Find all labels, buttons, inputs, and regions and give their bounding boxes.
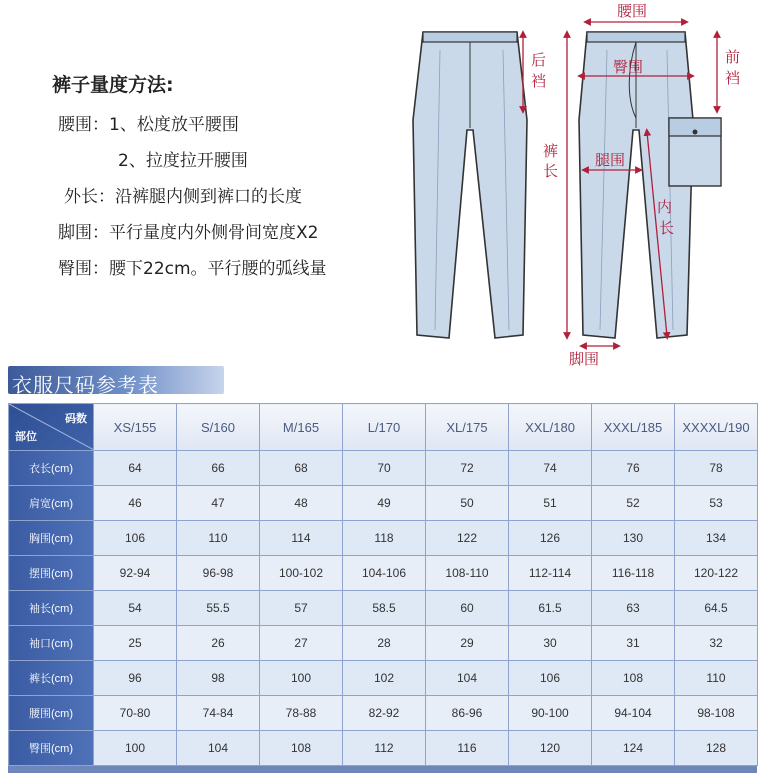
table-cell: 74 — [509, 451, 592, 486]
table-cell: 29 — [426, 626, 509, 661]
table-cell: 130 — [592, 521, 675, 556]
row-label: 肩宽(cm) — [9, 486, 94, 521]
table-cell: 66 — [177, 451, 260, 486]
row-label: 摆围(cm) — [9, 556, 94, 591]
measurement-instructions — [0, 0, 400, 360]
table-cell: 124 — [592, 731, 675, 766]
label-front-rise-1: 前 — [725, 48, 741, 66]
table-cell: 64 — [94, 451, 177, 486]
label-hip: 臀围 — [613, 58, 644, 76]
table-cell: 53 — [675, 486, 758, 521]
table-cell: 82-92 — [343, 696, 426, 731]
instruction-hem: 脚围：平行量度内外侧骨间宽度X2 — [58, 223, 319, 243]
table-cell: 104 — [177, 731, 260, 766]
table-cell: 70-80 — [94, 696, 177, 731]
table-cell: 100 — [94, 731, 177, 766]
instruction-hip: 臀围：腰下22cm。平行腰的弧线量 — [58, 259, 327, 279]
table-cell: 47 — [177, 486, 260, 521]
size-table — [8, 403, 758, 766]
table-cell: 26 — [177, 626, 260, 661]
size-table-container — [8, 403, 757, 773]
table-cell: 68 — [260, 451, 343, 486]
size-header-row — [9, 404, 758, 451]
table-row — [9, 731, 758, 766]
table-cell: 72 — [426, 451, 509, 486]
table-cell: 58.5 — [343, 591, 426, 626]
table-cell: 63 — [592, 591, 675, 626]
table-corner-cell — [9, 404, 94, 451]
table-row — [9, 556, 758, 591]
table-row — [9, 521, 758, 556]
table-cell: 78 — [675, 451, 758, 486]
pants-diagram — [395, 0, 765, 370]
row-label: 衣长(cm) — [9, 451, 94, 486]
table-cell: 102 — [343, 661, 426, 696]
size-header: XXXL/185 — [592, 404, 675, 451]
table-cell: 90-100 — [509, 696, 592, 731]
table-cell: 104 — [426, 661, 509, 696]
label-thigh: 腿围 — [595, 151, 626, 169]
table-row — [9, 661, 758, 696]
table-cell: 32 — [675, 626, 758, 661]
size-header: XXXXL/190 — [675, 404, 758, 451]
table-row — [9, 451, 758, 486]
table-cell: 96 — [94, 661, 177, 696]
table-cell: 61.5 — [509, 591, 592, 626]
table-cell: 98-108 — [675, 696, 758, 731]
table-cell: 108 — [260, 731, 343, 766]
table-cell: 46 — [94, 486, 177, 521]
label-pants-length-2: 长 — [543, 162, 559, 180]
table-cell: 120 — [509, 731, 592, 766]
table-cell: 78-88 — [260, 696, 343, 731]
corner-part-label: 部位 — [15, 431, 37, 443]
label-inseam-2: 长 — [659, 219, 675, 237]
table-cell: 114 — [260, 521, 343, 556]
instruction-waist-1: 腰围：1、松度放平腰围 — [58, 115, 239, 135]
table-cell: 100 — [260, 661, 343, 696]
table-cell: 112 — [343, 731, 426, 766]
table-row — [9, 696, 758, 731]
table-cell: 94-104 — [592, 696, 675, 731]
table-cell: 31 — [592, 626, 675, 661]
table-cell: 134 — [675, 521, 758, 556]
table-cell: 92-94 — [94, 556, 177, 591]
table-cell: 118 — [343, 521, 426, 556]
table-cell: 52 — [592, 486, 675, 521]
table-row — [9, 486, 758, 521]
row-label: 袖长(cm) — [9, 591, 94, 626]
table-cell: 86-96 — [426, 696, 509, 731]
size-header: XS/155 — [94, 404, 177, 451]
table-cell: 120-122 — [675, 556, 758, 591]
label-back-rise-2: 裆 — [531, 72, 547, 90]
table-cell: 112-114 — [509, 556, 592, 591]
size-header: L/170 — [343, 404, 426, 451]
table-cell: 28 — [343, 626, 426, 661]
row-label: 臀围(cm) — [9, 731, 94, 766]
table-cell: 60 — [426, 591, 509, 626]
size-chart-title: 衣服尺码参考表 — [12, 373, 159, 397]
row-label: 腰围(cm) — [9, 696, 94, 731]
table-cell: 122 — [426, 521, 509, 556]
table-cell: 116-118 — [592, 556, 675, 591]
label-inseam-1: 内 — [657, 198, 673, 216]
label-back-rise-1: 后 — [531, 51, 547, 69]
back-pants-icon — [413, 32, 527, 338]
table-row — [9, 626, 758, 661]
label-hem: 脚围 — [569, 350, 600, 368]
instruction-outseam: 外长：沿裤腿内侧到裤口的长度 — [64, 187, 302, 207]
table-row — [9, 591, 758, 626]
label-waist: 腰围 — [617, 2, 648, 20]
size-chart-banner — [8, 366, 224, 397]
table-cell: 110 — [177, 521, 260, 556]
row-label: 胸围(cm) — [9, 521, 94, 556]
table-cell: 74-84 — [177, 696, 260, 731]
table-cell: 116 — [426, 731, 509, 766]
table-cell: 55.5 — [177, 591, 260, 626]
table-cell: 27 — [260, 626, 343, 661]
pocket-detail-icon — [669, 118, 721, 186]
table-cell: 57 — [260, 591, 343, 626]
table-cell: 110 — [675, 661, 758, 696]
table-cell: 25 — [94, 626, 177, 661]
size-header: XL/175 — [426, 404, 509, 451]
table-cell: 106 — [94, 521, 177, 556]
corner-size-label: 码数 — [65, 413, 87, 425]
table-cell: 50 — [426, 486, 509, 521]
table-cell: 128 — [675, 731, 758, 766]
table-cell: 49 — [343, 486, 426, 521]
instructions-heading: 裤子量度方法: — [52, 74, 174, 96]
table-cell: 54 — [94, 591, 177, 626]
table-cell: 96-98 — [177, 556, 260, 591]
table-cell: 76 — [592, 451, 675, 486]
table-cell: 98 — [177, 661, 260, 696]
table-cell: 104-106 — [343, 556, 426, 591]
table-cell: 108 — [592, 661, 675, 696]
size-table-body — [9, 451, 758, 766]
table-cell: 48 — [260, 486, 343, 521]
size-header: M/165 — [260, 404, 343, 451]
table-cell: 108-110 — [426, 556, 509, 591]
table-cell: 70 — [343, 451, 426, 486]
table-cell: 106 — [509, 661, 592, 696]
instruction-waist-2: 2、拉度拉开腰围 — [118, 151, 248, 171]
label-front-rise-2: 裆 — [725, 69, 741, 87]
pants-illustration — [395, 0, 765, 370]
size-header: XXL/180 — [509, 404, 592, 451]
label-pants-length-1: 裤 — [543, 142, 559, 160]
row-label: 裤长(cm) — [9, 661, 94, 696]
table-cell: 126 — [509, 521, 592, 556]
table-cell: 30 — [509, 626, 592, 661]
size-header: S/160 — [177, 404, 260, 451]
table-cell: 51 — [509, 486, 592, 521]
table-cell: 64.5 — [675, 591, 758, 626]
row-label: 袖口(cm) — [9, 626, 94, 661]
table-cell: 100-102 — [260, 556, 343, 591]
